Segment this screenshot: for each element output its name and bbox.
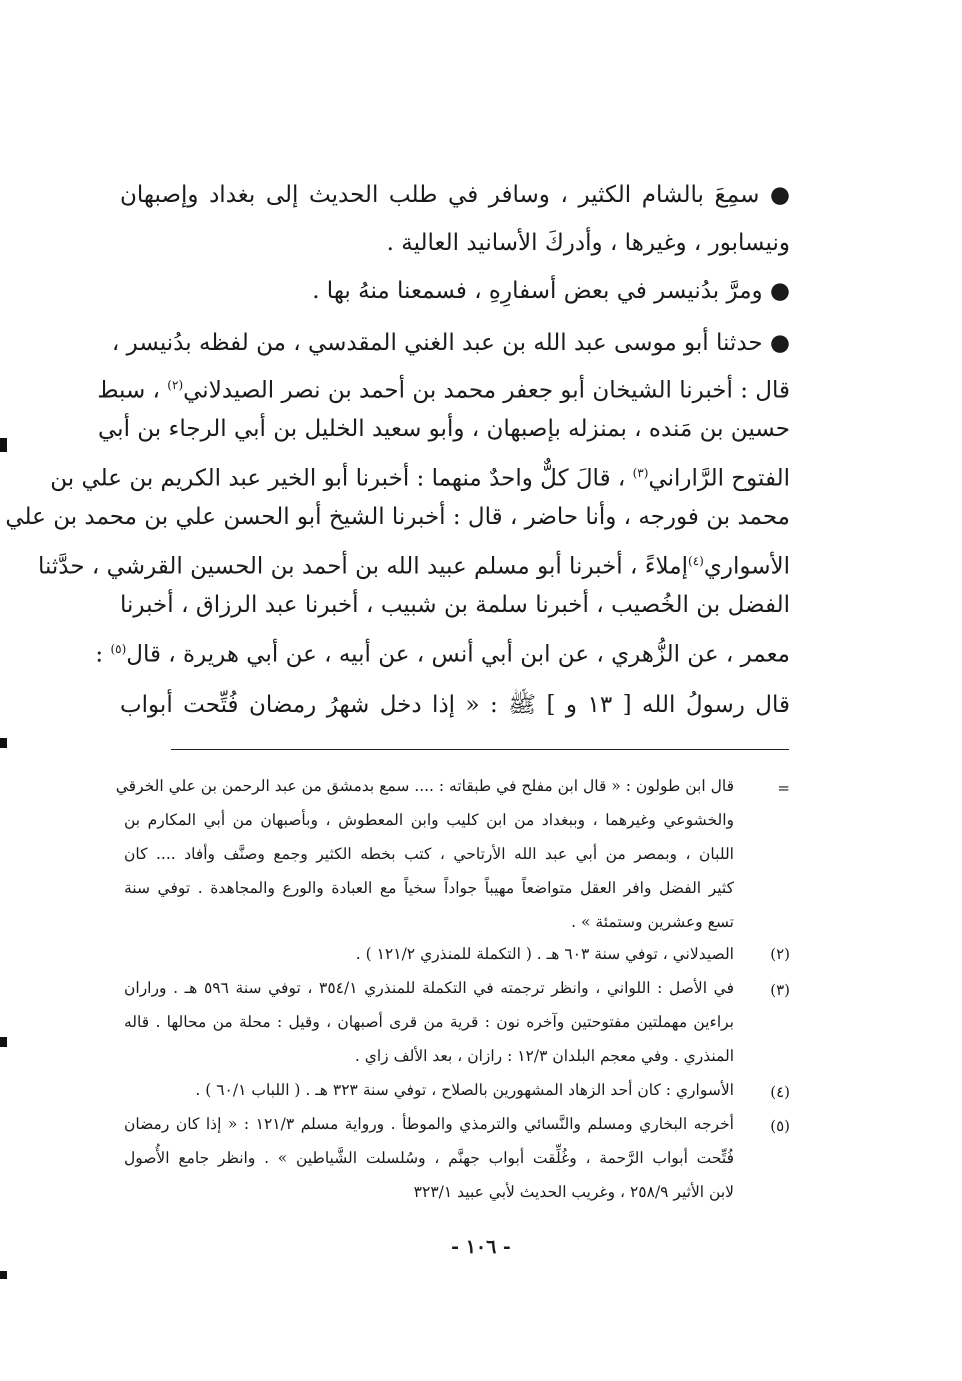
footnote-line: كثير الفضل وافر العقل متواضعاً مهيباً جواداً سخياً مع العبادة والورع والمجاهدة . توفي سنة [124,879,734,897]
main-text-line: ونيسابور ، وغيرها ، وأدركَ الأسانيد العالية . [386,230,790,256]
main-text-segment: : [95,641,111,668]
main-text-line: محمد بن فورجه ، وأنا حاضر ، قال : أخبرنا الشيخ أبو الحسن علي بن محمد بن علي [5,504,790,530]
footnote-line: اللبان ، وبمصر من أبي عبد الله الأرتاحي ، كتب بخطه الكثير وجمع وصنَّف وأفاد .... كان [124,845,734,863]
scan-edge-mark [0,438,7,452]
main-text-segment: الأسواري [703,553,790,580]
footnote-number: (٤) [770,1083,790,1101]
main-text-segment: ، سبط [97,377,168,404]
footnote-line: الصيدلاني ، توفي سنة ٦٠٣ هـ . ( التكملة للمنذري ١٢١/٢ ) . [355,945,734,963]
footnote-line: تسع وعشرين وستمئة » . [571,913,734,931]
main-text-segment: الفتوح الرَّاراني [648,465,790,492]
main-text-line: قال رسولُ الله [ ١٣ و ] ﷺ : « إذا دخل شهرُ رمضان فُتِّحت أبواب [120,692,790,718]
footnote-line: الأسواري : كان أحد الزهاد المشهورين بالصلاح ، توفي سنة ٣٢٣ هـ . ( اللباب ٦٠/١ ) . [195,1081,734,1099]
footnote-number: = [777,779,790,797]
main-text-line [37,546,790,582]
footnote-divider [171,749,789,750]
footnote-line: المنذري . وفي معجم البلدان ١٢/٣ : رازان ، بعد الألف زاي . [354,1047,734,1065]
footnote-ref[interactable]: (٥) [110,642,127,656]
footnote-ref[interactable]: (٤) [688,554,704,568]
footnote-number: (٥) [770,1117,790,1135]
footnote-line: أخرجه البخاري ومسلم والنَّسائي والترمذي والموطأ . ورواية مسلم ١٢١/٣ : « إذا كان رمضان [124,1115,734,1133]
scan-edge-mark [0,1271,7,1279]
scan-edge-mark [0,1037,7,1047]
footnote-line: براءين مهملتين مفتوحتين وآخره نون : قرية من قرى أصبهان ، وقيل : محلة من محالها . قاله [124,1013,734,1031]
scan-edge-mark [0,738,7,748]
main-text-segment: معمر ، عن الزُّهري ، عن ابن أبي أنس ، عن أبيه ، عن أبي هريرة ، قال [126,641,790,668]
footnote-line: لابن الأثير ٢٥٨/٩ ، وغريب الحديث لأبي عبيد ٣٢٣/١ [413,1183,734,1201]
main-text-line: الفضل بن الخُصيب ، أخبرنا سلمة بن شبيب ، أخبرنا عبد الرزاق ، أخبرنا [120,592,790,618]
main-text-segment: قال : أخبرنا الشيخان أبو جعفر محمد بن أحمد بن نصر الصيدلاني [183,377,790,404]
footnote-line: والخشوعي وغيرهما ، وببغداد من ابن كليب وابن المعطوش ، وبأصبهان من أبي المكارم بن [124,811,734,829]
main-text-line: ● حدثنا أبو موسى عبد الله بن عبد الغني المقدسي ، من لفظه بدُنيسر ، [111,330,790,356]
footnote-line: فُتِّحت أبواب الرَّحمة ، وغُلِّقت أبواب جهنَّم ، وسُلسلت الشَّياطين » . وانظر جامع الأُصول [124,1149,734,1167]
footnote-number: (٢) [770,945,790,963]
footnote-number: (٣) [770,981,790,999]
main-text-line [95,634,790,670]
footnote-line: في الأصل : اللواني ، وانظر ترجمته في التكملة للمنذري ٣٥٤/١ ، توفي سنة ٥٩٦ هـ . وراران [124,979,735,997]
main-text-line [97,370,790,406]
main-text-line: حسين بن مَنده ، بمنزله بإصبهان ، وأبو سعيد الخليل بن أبي الرجاء بن أبي [98,416,790,442]
main-text-line [50,458,790,494]
main-text-line: ● ومرَّ بدُنيسر في بعض أسفارِهِ ، فسمعنا منهُ بها . [312,278,790,304]
footnote-line: قال ابن طولون : « قال ابن مفلح في طبقاته : .... سمع بدمشق من عبد الرحمن بن علي الخرقي [115,777,734,795]
page-number: - ١٠٦ - [451,1236,511,1258]
footnote-ref[interactable]: (٣) [632,466,649,480]
main-text-segment: ، قالَ كلٌّ واحدٌ منهما : أخبرنا أبو الخير عبد الكريم بن علي بن [50,465,633,492]
footnote-ref[interactable]: (٢) [167,378,184,392]
main-text-line: ● سمِعَ بالشام الكثير ، وسافر في طلب الحديث إلى بغداد وإصبهان [120,182,790,208]
main-text-segment: إملاءً ، أخبرنا أبو مسلم عبيد الله بن أحمد بن الحسين القرشي ، حدَّثنا [37,553,688,580]
